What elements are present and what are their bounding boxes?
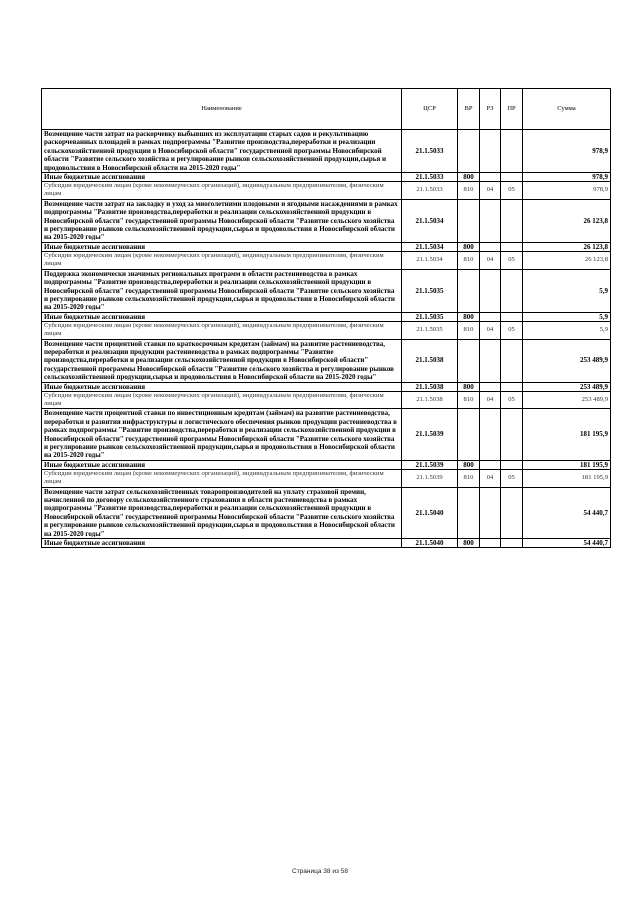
cell-name: Субсидии юридическим лицам (кроме некоммерческих организаций), индивидуальным предпринимателям, физическим лицам [42,391,402,409]
table-row-subsidy [42,469,611,487]
cell-sum: 253 489,9 [523,339,611,382]
table-header-row [42,89,611,130]
cell-csr: 21.1.5039 [402,469,458,487]
cell-rz [480,460,501,469]
cell-vr: 800 [458,382,480,391]
cell-rz [480,312,501,321]
cell-csr: 21.1.5040 [402,539,458,548]
cell-name: Возмещение части процентной ставки по инвестиционным кредитам (займам) на развитие растениеводства, переработки и развития инфраструктуры и логистического обеспечения рынков продукции растениеводства в рамках подпрограммы "Развитие производства,переработки и реализации сельскохозяйственной продукции в Новосибирской области" государственной программы Новосибирской области "Развитие сельского хозяйства и регулирование рынков сельскохозяйственной продукции,сырья и продовольствия в Новосибирской области на 2015-2020 годы" [42,409,402,460]
cell-csr: 21.1.5033 [402,173,458,182]
cell-pr [501,173,523,182]
cell-sum: 181 195,9 [523,469,611,487]
cell-rz [480,199,501,242]
cell-pr [501,382,523,391]
header-pr: ПР [501,89,523,130]
cell-csr: 21.1.5033 [402,182,458,200]
cell-csr: 21.1.5035 [402,269,458,312]
cell-rz: 04 [480,321,501,339]
cell-sum: 5,9 [523,312,611,321]
cell-csr: 21.1.5035 [402,321,458,339]
cell-vr: 810 [458,469,480,487]
cell-vr [458,339,480,382]
cell-name: Субсидии юридическим лицам (кроме некоммерческих организаций), индивидуальным предпринимателям, физическим лицам [42,321,402,339]
table-row-program [42,130,611,173]
cell-pr [501,460,523,469]
cell-vr [458,487,480,538]
cell-vr [458,409,480,460]
page-footer: Страница 38 из 58 [292,868,348,875]
cell-vr [458,269,480,312]
table-row-budget [42,173,611,182]
cell-pr [501,242,523,251]
cell-rz: 04 [480,469,501,487]
cell-pr: 05 [501,391,523,409]
cell-rz: 04 [480,182,501,200]
cell-csr: 21.1.5034 [402,199,458,242]
cell-vr: 810 [458,321,480,339]
cell-sum: 5,9 [523,269,611,312]
table-row-budget [42,242,611,251]
table-row-budget [42,382,611,391]
cell-pr: 05 [501,251,523,269]
cell-pr: 05 [501,321,523,339]
cell-name: Субсидии юридическим лицам (кроме некоммерческих организаций), индивидуальным предпринимателям, физическим лицам [42,251,402,269]
cell-sum: 26 123,8 [523,251,611,269]
cell-name: Иные бюджетные ассигнования [42,312,402,321]
cell-sum: 253 489,9 [523,382,611,391]
cell-rz [480,130,501,173]
cell-csr: 21.1.5034 [402,242,458,251]
cell-sum: 181 195,9 [523,409,611,460]
cell-csr: 21.1.5038 [402,382,458,391]
cell-vr: 810 [458,251,480,269]
header-vr: ВР [458,89,480,130]
cell-csr: 21.1.5038 [402,391,458,409]
cell-pr [501,199,523,242]
cell-pr: 05 [501,469,523,487]
cell-sum: 54 440,7 [523,487,611,538]
cell-vr [458,130,480,173]
cell-name: Иные бюджетные ассигнования [42,539,402,548]
cell-vr: 810 [458,182,480,200]
header-name: Наименование [42,89,402,130]
cell-pr [501,539,523,548]
table-row-program [42,487,611,538]
cell-pr [501,312,523,321]
cell-rz [480,242,501,251]
cell-name: Возмещение части затрат на раскорчевку выбывших из эксплуатации старых садов и рекультивацию раскорчеванных площадей в рамках подпрограммы "Развитие производства,переработки и реализации сельскохозяйственной продукции в Новосибирской области" государственной программы Новосибирской области "Развитие сельского хозяйства и регулирование рынков сельскохозяйственной продукции,сырья и продовольствия в Новосибирской области на 2015-2020 годы" [42,130,402,173]
cell-sum: 978,9 [523,182,611,200]
header-rz: РЗ [480,89,501,130]
table-row-program [42,409,611,460]
cell-rz [480,339,501,382]
budget-table [41,88,611,548]
cell-sum: 26 123,8 [523,242,611,251]
cell-pr [501,409,523,460]
cell-vr: 800 [458,312,480,321]
table-row-program [42,269,611,312]
cell-name: Иные бюджетные ассигнования [42,173,402,182]
cell-name: Возмещение части процентной ставки по краткосрочным кредитам (займам) на развитие растениеводства, переработки и реализации продукции растениеводства в рамках подпрограммы "Развитие производства,переработки и реализации сельскохозяйственной продукции в Новосибирской области" государственной программы Новосибирской области "Развитие сельского хозяйства и регулирование рынков сельскохозяйственной продукции,сырья и продовольствия в Новосибирской области на 2015-2020 годы" [42,339,402,382]
cell-name: Возмещение части затрат сельскохозяйственных товаропроизводителей на уплату страховой премии, начисленной по договору сельскохозяйственного страхования в области растениеводства в рамках подпрограммы "Развитие производства,переработки и реализации сельскохозяйственной продукции в Новосибирской области" государственной программы Новосибирской области "Развитие сельского хозяйства и регулирование рынков сельскохозяйственной продукции,сырья и продовольствия в Новосибирской области на 2015-2020 годы" [42,487,402,538]
header-csr: ЦСР [402,89,458,130]
cell-vr: 800 [458,173,480,182]
header-sum: Сумма [523,89,611,130]
table-row-subsidy [42,321,611,339]
cell-pr: 05 [501,182,523,200]
cell-name: Иные бюджетные ассигнования [42,382,402,391]
cell-csr: 21.1.5034 [402,251,458,269]
cell-name: Возмещение части затрат на закладку и уход за многолетними плодовыми и ягодными насаждениями в рамках подпрограммы "Развитие производства,переработки и реализации сельскохозяйственной продукции в Новосибирской области" государственной программы Новосибирской области "Развитие сельского хозяйства и регулирование рынков сельскохозяйственной продукции,сырья и продовольствия в Новосибирской области на 2015-2020 годы" [42,199,402,242]
cell-name: Субсидии юридическим лицам (кроме некоммерческих организаций), индивидуальным предпринимателям, физическим лицам [42,469,402,487]
cell-pr [501,130,523,173]
table-row-subsidy [42,182,611,200]
table-row-budget [42,312,611,321]
cell-vr: 810 [458,391,480,409]
cell-vr: 800 [458,539,480,548]
cell-csr: 21.1.5035 [402,312,458,321]
cell-sum: 253 489,9 [523,391,611,409]
cell-vr [458,199,480,242]
cell-sum: 181 195,9 [523,460,611,469]
table-row-budget [42,539,611,548]
cell-name: Поддержка экономически значимых региональных программ в области растениеводства в рамках подпрограммы "Развитие производства,переработки и реализации сельскохозяйственной продукции в Новосибирской области" государственной программы Новосибирской области "Развитие сельского хозяйства и регулирование рынков сельскохозяйственной продукции,сырья и продовольствия в Новосибирской области на 2015-2020 годы" [42,269,402,312]
cell-sum: 26 123,8 [523,199,611,242]
cell-rz [480,382,501,391]
cell-pr [501,339,523,382]
cell-csr: 21.1.5039 [402,409,458,460]
cell-csr: 21.1.5040 [402,487,458,538]
cell-rz [480,269,501,312]
cell-name: Иные бюджетные ассигнования [42,460,402,469]
cell-vr: 800 [458,460,480,469]
cell-rz: 04 [480,251,501,269]
cell-sum: 54 440,7 [523,539,611,548]
table-row-subsidy [42,391,611,409]
cell-name: Иные бюджетные ассигнования [42,242,402,251]
cell-rz [480,539,501,548]
cell-vr: 800 [458,242,480,251]
cell-sum: 978,9 [523,173,611,182]
cell-rz [480,173,501,182]
cell-name: Субсидии юридическим лицам (кроме некоммерческих организаций), индивидуальным предпринимателям, физическим лицам [42,182,402,200]
cell-sum: 5,9 [523,321,611,339]
table-row-program [42,339,611,382]
table-row-subsidy [42,251,611,269]
cell-rz [480,409,501,460]
cell-csr: 21.1.5039 [402,460,458,469]
cell-csr: 21.1.5033 [402,130,458,173]
cell-csr: 21.1.5038 [402,339,458,382]
table-row-program [42,199,611,242]
cell-sum: 978,9 [523,130,611,173]
cell-pr [501,269,523,312]
cell-rz: 04 [480,391,501,409]
table-row-budget [42,460,611,469]
cell-rz [480,487,501,538]
cell-pr [501,487,523,538]
